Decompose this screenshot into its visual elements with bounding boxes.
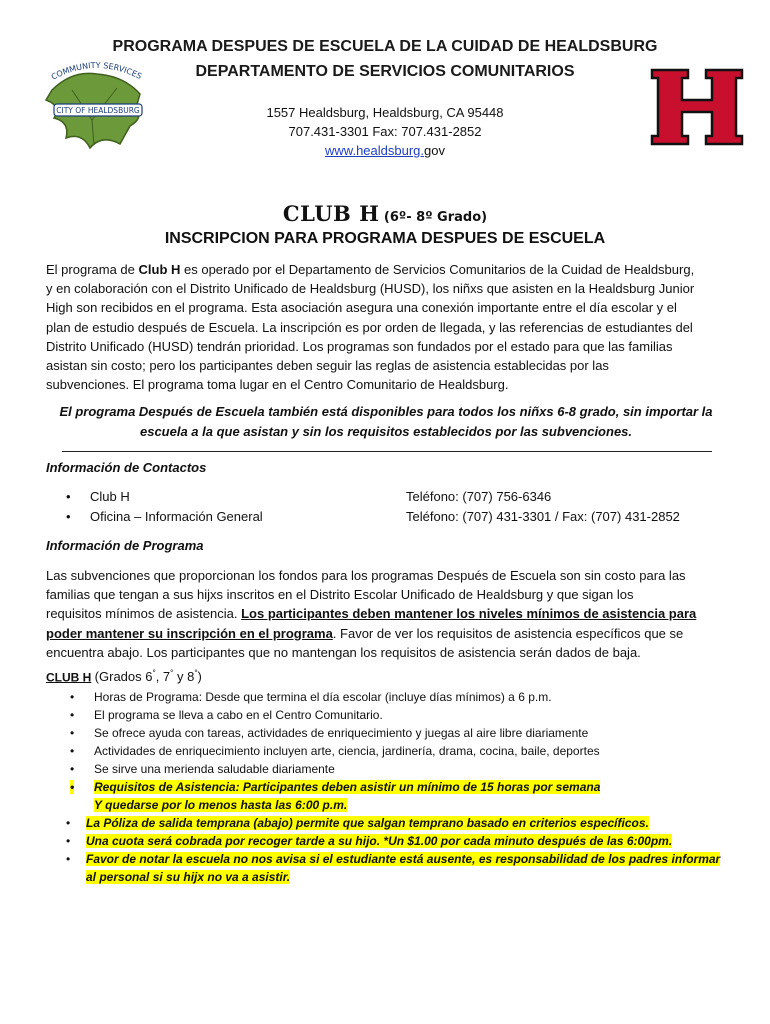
notice-text: El programa Después de Escuela también está disponibles para todos los niñxs 6-8 grado, sin importar la escuela a la que asistan y sin los requisitos establecidos por las subvenciones.: [59, 404, 713, 439]
header-phone-fax: 707.431-3301 Fax: 707.431-2852: [288, 124, 482, 139]
intro-line: y en colaboración con el Distrito Unificado de Healdsburg (HUSD), los niñxs que asisten en la Healdsburg Junior: [46, 281, 695, 297]
header-address: 1557 Healdsburg, Healdsburg, CA 95448: [266, 105, 504, 120]
contact-name: Club H: [90, 489, 130, 504]
intro-line: El programa de Club H es operado por el Departamento de Servicios Comunitarios de la Cuidad de Healdsburg,: [46, 262, 695, 277]
grape-leaf-icon: [32, 60, 162, 150]
logo-arc-text: COMMUNITY SERVICES: [49, 60, 144, 82]
contact-bullet: •: [66, 489, 71, 504]
intro-line: subvenciones. El programa toma lugar en el Centro Comunitario de Healdsburg.: [46, 377, 509, 393]
logo-banner-text: CITY OF HEALDSBURG: [56, 106, 140, 115]
club-heading: [0, 201, 770, 226]
contact-bullet: •: [66, 509, 71, 524]
contact-name: Oficina – Información General: [90, 509, 263, 524]
club-section-label: CLUB H: [46, 670, 92, 685]
program-info-heading: Información de Programa: [46, 538, 204, 553]
intro-line: asistan sin costo; pero los participantes deben seguir las reglas de asistencia establecidas por las: [46, 358, 609, 374]
website-tld: gov: [424, 143, 445, 158]
intro-paragraph: [46, 260, 726, 394]
club-grades: (6º- 8º Grado): [383, 210, 488, 225]
intro-line: Distrito Unificado (HUSD) tendrán prioridad. Los programas son fundados por el estado para que las familias: [46, 338, 673, 354]
header-title-line2: DEPARTAMENTO DE SERVICIOS COMUNITARIOS: [195, 63, 575, 80]
contact-phone: Teléfono: (707) 756-6346: [406, 489, 552, 504]
club-list: • Horas de Programa: Desde que termina el día escolar (incluye días mínimos) a 6 p.m. • El programa se lleva a cabo en el Centro Comunitario. • Se ofrece ayuda con tareas, actividades de enriquecimiento y juegas al aire libre diariamente • Actividades de enriquecimiento incluyen arte, ciencia, jardinería, drama, cocina, baile, deportes • Se sirve una merienda saludable diariamente • Requisitos de Asistencia: Participantes deben asistir un mínimo de 15 horas por semana Y quedarse por lo menos hasta las 6:00 p.m. • La Póliza de salida temprana (abajo) permite que salgan temprano basado en criterios específicos. • Una cuota será cobrada por recoger tarde a su hijo. *Un $1.00 por cada minuto después de las 6:00pm. • Favor de notar la escuela no nos avisa si el estudiante está ausente, es responsabilidad de los padres informar al personal si su hijx no va a asistir.: [66, 690, 721, 884]
intro-line: plan de estudio después de Escuela. La inscripción es por orden de llegada, y las referencias de estudiantes del: [46, 319, 693, 335]
intro-line: High son recibidos en el programa. Esta asociación asegura una conexión importante entre el día escolar y el: [46, 300, 677, 316]
website-link[interactable]: www.healdsburg.: [325, 143, 425, 158]
contacts-heading: Información de Contactos: [46, 460, 207, 475]
header-title-line1: PROGRAMA DESPUES DE ESCUELA DE LA CUIDAD DE HEALDSBURG: [112, 38, 658, 55]
community-services-logo: [32, 60, 162, 150]
contact-phone: Teléfono: (707) 431-3301 / Fax: (707) 431-2852: [406, 509, 680, 524]
club-section-heading: CLUB H (Grados 6°, 7° y 8°): [46, 669, 202, 685]
club-name: CLUB H: [282, 201, 380, 226]
letter-h-logo: [648, 66, 746, 148]
page-subtitle: INSCRIPCION PARA PROGRAMA DESPUES DE ESCUELA: [164, 230, 606, 247]
program-info-paragraph: Las subvenciones que proporcionan los fondos para los programas Después de Escuela son sin costo para las familias que tengan a sus hijxs inscritos en el Distrito Escolar Unificado de Healdsburg y que sigan los requisitos mínimos de asistencia. Los participantes deben mantener los niveles mínimos de asistencia para poder mantener su inscripción en el programa. Favor de ver los requisitos de asistencia específicos que se encuentra abajo. Los participantes que no mantengan los requisitos de asistencia serán dados de baja.: [46, 568, 697, 660]
divider: [62, 451, 712, 452]
letter-h-icon: [648, 66, 746, 148]
